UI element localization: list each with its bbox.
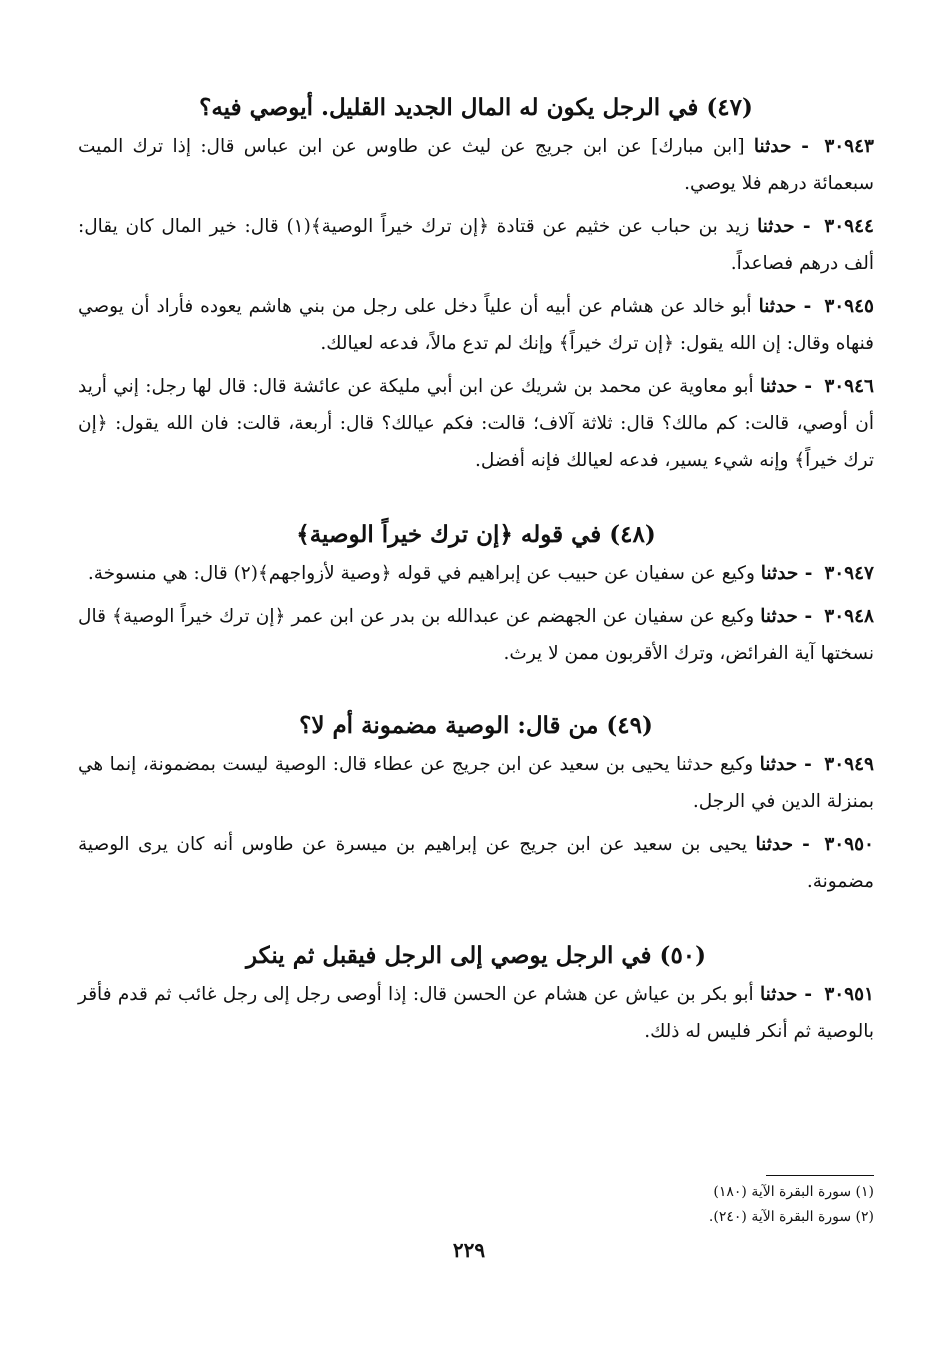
page-number: ٢٢٩ xyxy=(452,1238,486,1262)
hadith-entry-30943 xyxy=(78,128,874,202)
footnote-divider xyxy=(766,1175,874,1176)
hadith-text: أبو خالد عن هشام عن أبيه أن علياً دخل على رجل من بني هاشم يعوده فأراد أن يوصي فنهاه وقال: إن الله يقول: ﴿إن ترك خيراً﴾ وإنك لم تدع مالاً، فدعه لعيالك. xyxy=(78,296,874,354)
hadith-text: أبو بكر بن عياش عن هشام عن الحسن قال: إذا أوصى رجل إلى رجل غائب ثم قدم فأقر بالوصية ثم أنكر فليس له ذلك. xyxy=(78,984,874,1042)
hadith-text: [ابن مبارك] عن ابن جريج عن ليث عن طاوس عن ابن عباس قال: إذا ترك الميت سبعمائة درهم فلا يوصي. xyxy=(78,136,874,194)
hadith-number: ٣٠٩٥١ xyxy=(824,984,874,1005)
hadith-entry-30945 xyxy=(78,288,874,362)
hadith-number: ٣٠٩٤٥ xyxy=(824,296,874,317)
footnote-2: (٢) سورة البقرة الآية (٢٤٠). xyxy=(708,1209,874,1225)
hadith-number: ٣٠٩٤٨ xyxy=(824,606,874,627)
hadith-lead: - حدثنا xyxy=(755,834,810,855)
hadith-lead: - حدثنا xyxy=(759,984,813,1005)
hadith-lead: - حدثنا xyxy=(758,296,812,317)
hadith-number: ٣٠٩٤٩ xyxy=(824,754,874,775)
hadith-text: وكيع عن سفيان عن الجهضم عن عبدالله بن بدر عن ابن عمر ﴿إن ترك خيراً الوصية﴾ قال نسختها آية الفرائض، وترك الأقربون ممن لا يرث. xyxy=(78,606,874,664)
section-heading-48: (٤٨) في قوله ﴿إن ترك خيراً الوصية﴾ xyxy=(296,521,656,548)
hadith-entry-30947 xyxy=(78,555,874,592)
hadith-entry-30951 xyxy=(78,976,874,1050)
hadith-number: ٣٠٩٤٣ xyxy=(824,136,874,157)
page-body xyxy=(78,92,874,1056)
hadith-entry-30949 xyxy=(78,746,874,820)
hadith-entry-30944 xyxy=(78,208,874,282)
hadith-text: يحيى بن سعيد عن ابن جريج عن إبراهيم بن ميسرة عن طاوس أنه كان يرى الوصية مضمونة. xyxy=(78,834,874,892)
hadith-lead: - حدثنا xyxy=(759,754,812,775)
hadith-entry-30946 xyxy=(78,368,874,479)
hadith-lead: - حدثنا xyxy=(757,216,811,237)
hadith-number: ٣٠٩٤٦ xyxy=(824,376,874,397)
hadith-lead: - حدثنا xyxy=(760,563,813,584)
section-heading-49: (٤٩) من قال: الوصية مضمونة أم لا؟ xyxy=(299,712,653,739)
hadith-number: ٣٠٩٤٤ xyxy=(824,216,874,237)
footnote-1: (١) سورة البقرة الآية (١٨٠) xyxy=(713,1184,874,1200)
hadith-entry-30948 xyxy=(78,598,874,672)
hadith-lead: - حدثنا xyxy=(753,136,809,157)
hadith-text: وكيع حدثنا يحيى بن سعيد عن ابن جريج عن عطاء قال: الوصية ليست بمضمونة، إنما هي بمنزلة الدين في الرجل. xyxy=(78,754,874,812)
hadith-text: وكيع عن سفيان عن حبيب عن إبراهيم في قوله ﴿وصية لأزواجهم﴾(٢) قال: هي منسوخة. xyxy=(87,563,755,584)
footnotes xyxy=(78,1175,874,1230)
section-heading-47: (٤٧) في الرجل يكون له المال الجديد القليل. أيوصي فيه؟ xyxy=(199,94,753,121)
hadith-text: أبو معاوية عن محمد بن شريك عن ابن أبي مليكة عن عائشة قال: قال لها رجل: إني أريد أن أوصي، قالت: كم مالك؟ قال: ثلاثة آلاف؛ قالت: فكم عيالك؟ قال: أربعة، قالت: فان الله يقول: ﴿إن ترك خيراً﴾ وإنه شيء يسير، فدعه لعيالك فإنه أفضل. xyxy=(78,376,874,471)
hadith-lead: - حدثنا xyxy=(759,376,813,397)
hadith-number: ٣٠٩٤٧ xyxy=(824,563,874,584)
hadith-text: زيد بن حباب عن خثيم عن قتادة ﴿إن ترك خيراً الوصية﴾(١) قال: خير المال كان يقال: ألف درهم فصاعداً. xyxy=(78,216,874,274)
hadith-lead: - حدثنا xyxy=(760,606,813,627)
section-heading-50: (٥٠) في الرجل يوصي إلى الرجل فيقبل ثم ينكر xyxy=(245,942,707,969)
hadith-number: ٣٠٩٥٠ xyxy=(824,834,874,855)
hadith-entry-30950 xyxy=(78,826,874,900)
